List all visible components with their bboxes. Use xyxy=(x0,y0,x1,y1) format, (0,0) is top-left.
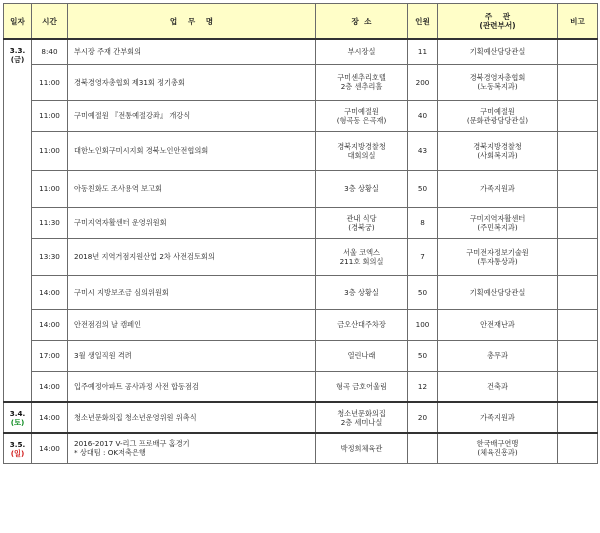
time-cell: 14:00 xyxy=(32,371,68,402)
place-name: 구미예절원 xyxy=(344,106,379,116)
host-name: 가족지원과 xyxy=(480,184,515,193)
place-detail: 211호 회의실 xyxy=(339,256,384,266)
host-department: (문화관광담당관실) xyxy=(466,115,529,125)
place-detail: (경북궁) xyxy=(348,222,375,232)
place-cell xyxy=(316,340,408,371)
task-name: 부시장 주재 간부회의 xyxy=(74,47,142,57)
host-cell xyxy=(438,207,558,238)
table-row xyxy=(4,275,598,309)
people-cell: 50 xyxy=(408,170,438,207)
task-note: * 상대팀 : OK저축은행 xyxy=(74,448,146,458)
note-cell xyxy=(558,238,598,275)
date-cell xyxy=(4,433,32,463)
note-cell xyxy=(558,100,598,131)
host-cell xyxy=(438,371,558,402)
place-cell xyxy=(316,131,408,170)
place-name: 경북지방경찰청 xyxy=(337,141,386,151)
table-row xyxy=(4,64,598,100)
note-cell xyxy=(558,170,598,207)
table-row xyxy=(4,371,598,402)
time-cell: 14:00 xyxy=(32,433,68,463)
people-cell xyxy=(408,433,438,463)
header-host-sub: (관련부서) xyxy=(479,21,516,30)
people-cell: 200 xyxy=(408,64,438,100)
host-name: 기획예산담당관실 xyxy=(469,287,526,297)
place-name: 관내 식당 xyxy=(346,213,377,223)
people-cell: 50 xyxy=(408,275,438,309)
host-department: (체육진흥과) xyxy=(477,448,518,458)
place-detail: 대회의실 xyxy=(347,150,376,160)
time-cell: 14:00 xyxy=(32,309,68,340)
place-name: 열린나래 xyxy=(347,351,376,360)
date-label: 3.3. xyxy=(9,46,26,55)
table-row xyxy=(4,238,598,275)
place-name: 부시장실 xyxy=(347,47,376,57)
time-cell: 17:00 xyxy=(32,340,68,371)
task-cell xyxy=(68,39,316,64)
note-cell xyxy=(558,275,598,309)
host-name: 안전재난과 xyxy=(480,320,515,329)
host-name: 경북경영자총협회 xyxy=(469,73,526,82)
date-label: 3.5. xyxy=(9,440,26,449)
table-row xyxy=(4,100,598,131)
host-name: 구미예절원 xyxy=(480,106,515,116)
people-cell: 12 xyxy=(408,371,438,402)
place-cell xyxy=(316,100,408,131)
table-row xyxy=(4,309,598,340)
place-detail: (형곡동 은곡재) xyxy=(336,115,387,125)
place-name: 3층 상황실 xyxy=(344,184,379,193)
note-cell xyxy=(558,131,598,170)
host-name: 한국배구연맹 xyxy=(476,439,519,449)
task-cell xyxy=(68,433,316,463)
host-name: 기획예산담당관실 xyxy=(469,47,526,57)
task-name: 입주예정아파트 공사과정 사전 합동점검 xyxy=(74,381,199,391)
time-cell: 8:40 xyxy=(32,39,68,64)
task-cell xyxy=(68,340,316,371)
date-label: 3.4. xyxy=(9,409,26,418)
place-name: 서울 코엑스 xyxy=(342,247,380,257)
host-department: (주민복지과) xyxy=(477,222,518,232)
note-cell xyxy=(558,371,598,402)
place-cell xyxy=(316,402,408,433)
host-name: 가족지원과 xyxy=(480,413,515,422)
task-cell xyxy=(68,309,316,340)
host-name: 구미지역자활센터 xyxy=(469,213,526,223)
host-cell xyxy=(438,340,558,371)
header-host xyxy=(438,4,558,40)
task-name: 3월 생일직원 격려 xyxy=(74,351,132,360)
place-cell xyxy=(316,207,408,238)
place-name: 3층 상황실 xyxy=(344,287,379,297)
weekday-label: (금) xyxy=(10,55,25,64)
table-row xyxy=(4,170,598,207)
header-time: 시간 xyxy=(32,4,68,40)
place-name: 구미센추리호텔 xyxy=(337,73,386,82)
task-name: 구미시 지방보조금 심의위원회 xyxy=(74,287,169,297)
header-place: 장 소 xyxy=(316,4,408,40)
host-cell xyxy=(438,64,558,100)
task-name: 청소년문화의집 청소년운영위원 위촉식 xyxy=(74,413,197,422)
task-cell xyxy=(68,275,316,309)
header-date: 일자 xyxy=(4,4,32,40)
host-department: (노동복지과) xyxy=(477,82,518,91)
time-cell: 11:30 xyxy=(32,207,68,238)
people-cell: 20 xyxy=(408,402,438,433)
host-cell xyxy=(438,433,558,463)
place-cell xyxy=(316,371,408,402)
task-cell xyxy=(68,170,316,207)
task-name: 2016-2017 V-리그 프로배구 홈경기 xyxy=(74,439,190,449)
task-name: 안전점검의 날 캠페인 xyxy=(74,320,142,329)
place-name: 박정희체육관 xyxy=(340,443,383,453)
task-cell xyxy=(68,131,316,170)
table-row xyxy=(4,433,598,463)
note-cell xyxy=(558,207,598,238)
table-row xyxy=(4,402,598,433)
place-cell xyxy=(316,309,408,340)
host-cell xyxy=(438,100,558,131)
time-cell: 14:00 xyxy=(32,402,68,433)
task-cell xyxy=(68,64,316,100)
table-row xyxy=(4,131,598,170)
people-cell: 7 xyxy=(408,238,438,275)
task-name: 2018년 지역거점지원산업 2차 사전검토회의 xyxy=(74,252,215,261)
task-cell xyxy=(68,207,316,238)
place-cell xyxy=(316,275,408,309)
task-cell xyxy=(68,100,316,131)
people-cell: 8 xyxy=(408,207,438,238)
host-cell xyxy=(438,170,558,207)
note-cell xyxy=(558,433,598,463)
host-name: 경북지방경찰청 xyxy=(473,141,522,151)
place-cell xyxy=(316,64,408,100)
weekday-label: (토) xyxy=(10,418,25,427)
host-name: 건축과 xyxy=(487,381,508,391)
host-name: 총무과 xyxy=(487,351,508,360)
host-cell xyxy=(438,39,558,64)
people-cell: 43 xyxy=(408,131,438,170)
host-cell xyxy=(438,238,558,275)
time-cell: 11:00 xyxy=(32,64,68,100)
place-name: 청소년문화의집 xyxy=(337,408,386,418)
place-detail: 2층 세미나실 xyxy=(340,417,383,427)
place-cell xyxy=(316,238,408,275)
place-cell xyxy=(316,433,408,463)
task-name: 대한노인회구미시지회 경북노인안전협의회 xyxy=(74,146,209,155)
time-cell: 11:00 xyxy=(32,170,68,207)
host-cell xyxy=(438,402,558,433)
people-cell: 100 xyxy=(408,309,438,340)
note-cell xyxy=(558,309,598,340)
task-cell xyxy=(68,371,316,402)
task-name: 구미예절원 『전통예절강좌』 개강식 xyxy=(74,111,191,120)
place-cell xyxy=(316,39,408,64)
time-cell: 14:00 xyxy=(32,275,68,309)
weekday-label: (일) xyxy=(10,449,25,458)
host-cell xyxy=(438,275,558,309)
place-cell xyxy=(316,170,408,207)
host-department: (투자통상과) xyxy=(477,256,518,266)
header-people: 인원 xyxy=(408,4,438,40)
task-cell xyxy=(68,238,316,275)
date-cell xyxy=(4,402,32,433)
schedule-table xyxy=(3,3,598,464)
place-detail: 2층 센추리홀 xyxy=(340,82,383,91)
host-cell xyxy=(438,309,558,340)
note-cell xyxy=(558,64,598,100)
date-cell xyxy=(4,39,32,402)
place-name: 형곡 금호어울림 xyxy=(336,381,387,391)
note-cell xyxy=(558,39,598,64)
host-cell xyxy=(438,131,558,170)
table-row xyxy=(4,207,598,238)
task-name: 경북경영자총협회 제31회 정기총회 xyxy=(74,77,185,87)
task-name: 구미지역자활센터 운영위원회 xyxy=(74,218,167,227)
header-host-label: 주 관 xyxy=(484,12,511,21)
time-cell: 11:00 xyxy=(32,131,68,170)
task-cell xyxy=(68,402,316,433)
time-cell: 13:30 xyxy=(32,238,68,275)
header-row xyxy=(4,4,598,40)
host-name: 구미전자정보기술원 xyxy=(466,247,529,257)
people-cell: 40 xyxy=(408,100,438,131)
table-row xyxy=(4,39,598,64)
people-cell: 11 xyxy=(408,39,438,64)
time-cell: 11:00 xyxy=(32,100,68,131)
note-cell xyxy=(558,340,598,371)
place-name: 금오산대주차장 xyxy=(337,320,386,329)
note-cell xyxy=(558,402,598,433)
people-cell: 50 xyxy=(408,340,438,371)
header-note: 비고 xyxy=(558,4,598,40)
host-department: (사회복지과) xyxy=(477,150,518,160)
table-row xyxy=(4,340,598,371)
task-name: 아동친화도 조사용역 보고회 xyxy=(74,184,162,193)
header-task: 업 무 명 xyxy=(68,4,316,40)
